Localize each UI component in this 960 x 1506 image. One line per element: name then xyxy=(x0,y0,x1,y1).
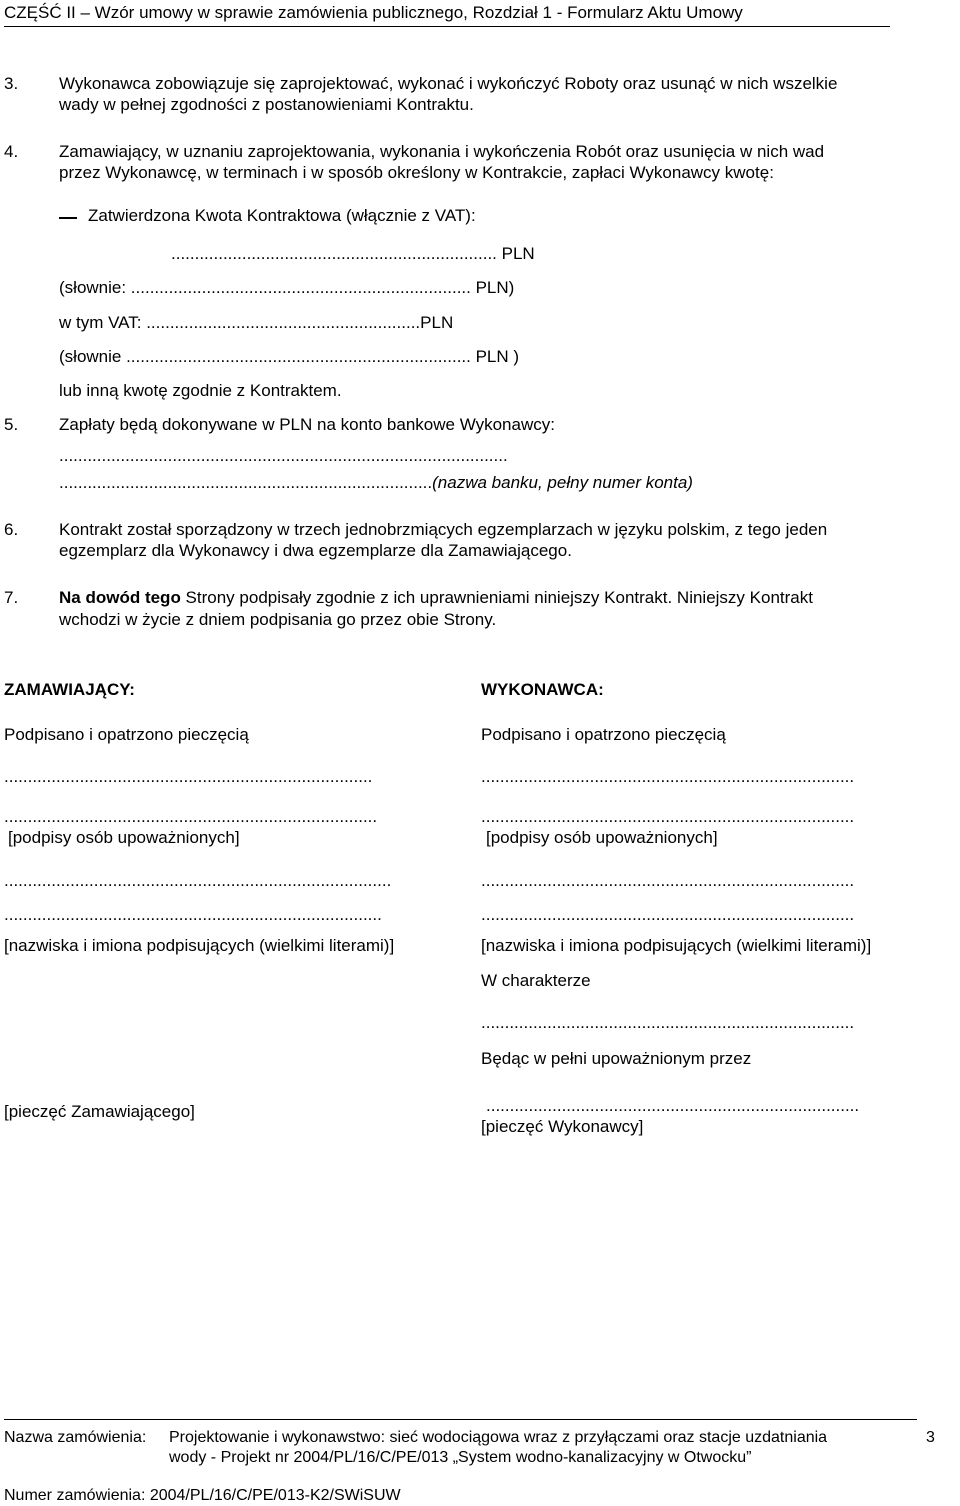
contractor-dots-1: ............................................................................... xyxy=(481,767,855,786)
employer-signed: Podpisano i opatrzono pieczęcią xyxy=(4,725,249,744)
contractor-dots-2: ............................................................................... xyxy=(481,807,855,826)
contractor-seal: [pieczęć Wykonawcy] xyxy=(481,1117,644,1136)
employer-dots-1: .............................................................................. xyxy=(4,767,373,786)
footer-label: Nazwa zamówienia: xyxy=(4,1429,147,1446)
amount-in-words-line: (słownie: ........................................................................ PLN) xyxy=(59,278,515,297)
contractor-names: [nazwiska i imiona podpisujących (wielkimi literami)] xyxy=(481,936,872,955)
clause-6-line-1: Kontrakt został sporządzony w trzech jednobrzmiących egzemplarzach w języku polskim, z tego jeden xyxy=(59,520,828,539)
contractor-dots-5: ............................................................................... xyxy=(481,1013,855,1032)
other-amount-line: lub inną kwotę zgodnie z Kontraktem. xyxy=(59,381,342,400)
header-divider xyxy=(4,26,890,27)
clause-7-line-2: wchodzi w życie z dniem podpisania go przez obie Strony. xyxy=(59,610,497,629)
contract-amount-label: Zatwierdzona Kwota Kontraktowa (włącznie z VAT): xyxy=(88,206,476,225)
employer-dots-2: ............................................................................... xyxy=(4,807,378,826)
order-number: Numer zamówienia: 2004/PL/16/C/PE/013-K2/SWiSUW xyxy=(4,1487,401,1504)
employer-seal: [pieczęć Zamawiającego] xyxy=(4,1102,195,1121)
footer-divider xyxy=(4,1419,917,1420)
clause-5-number: 5. xyxy=(4,415,19,434)
page-header-title: CZĘŚĆ II – Wzór umowy w sprawie zamówienia publicznego, Rozdział 1 - Formularz Aktu Umowy xyxy=(4,3,743,22)
bank-account-line xyxy=(59,472,693,493)
employer-dots-3: .................................................................................. xyxy=(4,871,392,890)
contractor-authorized-by: Będąc w pełni upoważnionym przez xyxy=(481,1049,752,1068)
page-number: 3 xyxy=(926,1429,935,1446)
contractor-authorized: [podpisy osób upoważnionych] xyxy=(486,828,718,847)
footer-line-1: Projektowanie i wykonawstwo: sieć wodociągowa wraz z przyłączami oraz stacje uzdatniania xyxy=(169,1429,828,1446)
bank-dots: ............................................................................... xyxy=(59,473,433,492)
clause-4-number: 4. xyxy=(4,142,19,161)
clause-3-number: 3. xyxy=(4,74,19,93)
contractor-dots-3: ............................................................................... xyxy=(481,871,855,890)
footer-line-2: wody - Projekt nr 2004/PL/16/C/PE/013 „System wodno-kanalizacyjny w Otwocku” xyxy=(169,1449,752,1466)
clause-5-text: Zapłaty będą dokonywane w PLN na konto bankowe Wykonawcy: xyxy=(59,415,555,434)
vat-in-words-line: (słownie ......................................................................... PLN ) xyxy=(59,347,520,366)
clause-7-rest: Strony podpisały zgodnie z ich uprawnieniami niniejszy Kontrakt. Niniejszy Kontrakt xyxy=(180,588,813,607)
clause-6-number: 6. xyxy=(4,520,19,539)
employer-authorized: [podpisy osób upoważnionych] xyxy=(8,828,240,847)
employer-heading: ZAMAWIAJĄCY: xyxy=(4,680,135,699)
bank-label: (nazwa banku, pełny numer konta) xyxy=(432,473,693,492)
clause-3-line-1: Wykonawca zobowiązuje się zaprojektować, wykonać i wykończyć Roboty oraz usunąć w nich wszelkie xyxy=(59,74,838,93)
clause-7-number: 7. xyxy=(4,588,19,607)
bullet-dash xyxy=(59,217,77,219)
vat-line: w tym VAT: ..........................................................PLN xyxy=(59,313,454,332)
contractor-signed: Podpisano i opatrzono pieczęcią xyxy=(481,725,726,744)
clause-4-line-2: przez Wykonawcę, w terminach i w sposób określony w Kontrakcie, zapłaci Wykonawcy kwotę: xyxy=(59,163,774,182)
employer-names: [nazwiska i imiona podpisujących (wielkimi literami)] xyxy=(4,936,395,955)
contractor-capacity: W charakterze xyxy=(481,971,591,990)
clause-6-line-2: egzemplarz dla Wykonawcy i dwa egzemplarze dla Zamawiającego. xyxy=(59,541,572,560)
amount-line: ..................................................................... PLN xyxy=(171,244,535,263)
contractor-dots-6: ............................................................................... xyxy=(486,1096,860,1115)
clause-7-bold: Na dowód tego xyxy=(59,588,181,607)
clause-4-line-1: Zamawiający, w uznaniu zaprojektowania, wykonania i wykończenia Robót oraz usunięcia w nich wad xyxy=(59,142,825,161)
clause-7-line-1 xyxy=(59,587,813,608)
contractor-heading: WYKONAWCA: xyxy=(481,680,604,699)
employer-dots-4: ................................................................................ xyxy=(4,905,382,924)
clause-5-dots: ............................................................................................... xyxy=(59,446,508,465)
clause-3-line-2: wady w pełnej zgodności z postanowieniami Kontraktu. xyxy=(59,95,474,114)
contractor-dots-4: ............................................................................... xyxy=(481,905,855,924)
